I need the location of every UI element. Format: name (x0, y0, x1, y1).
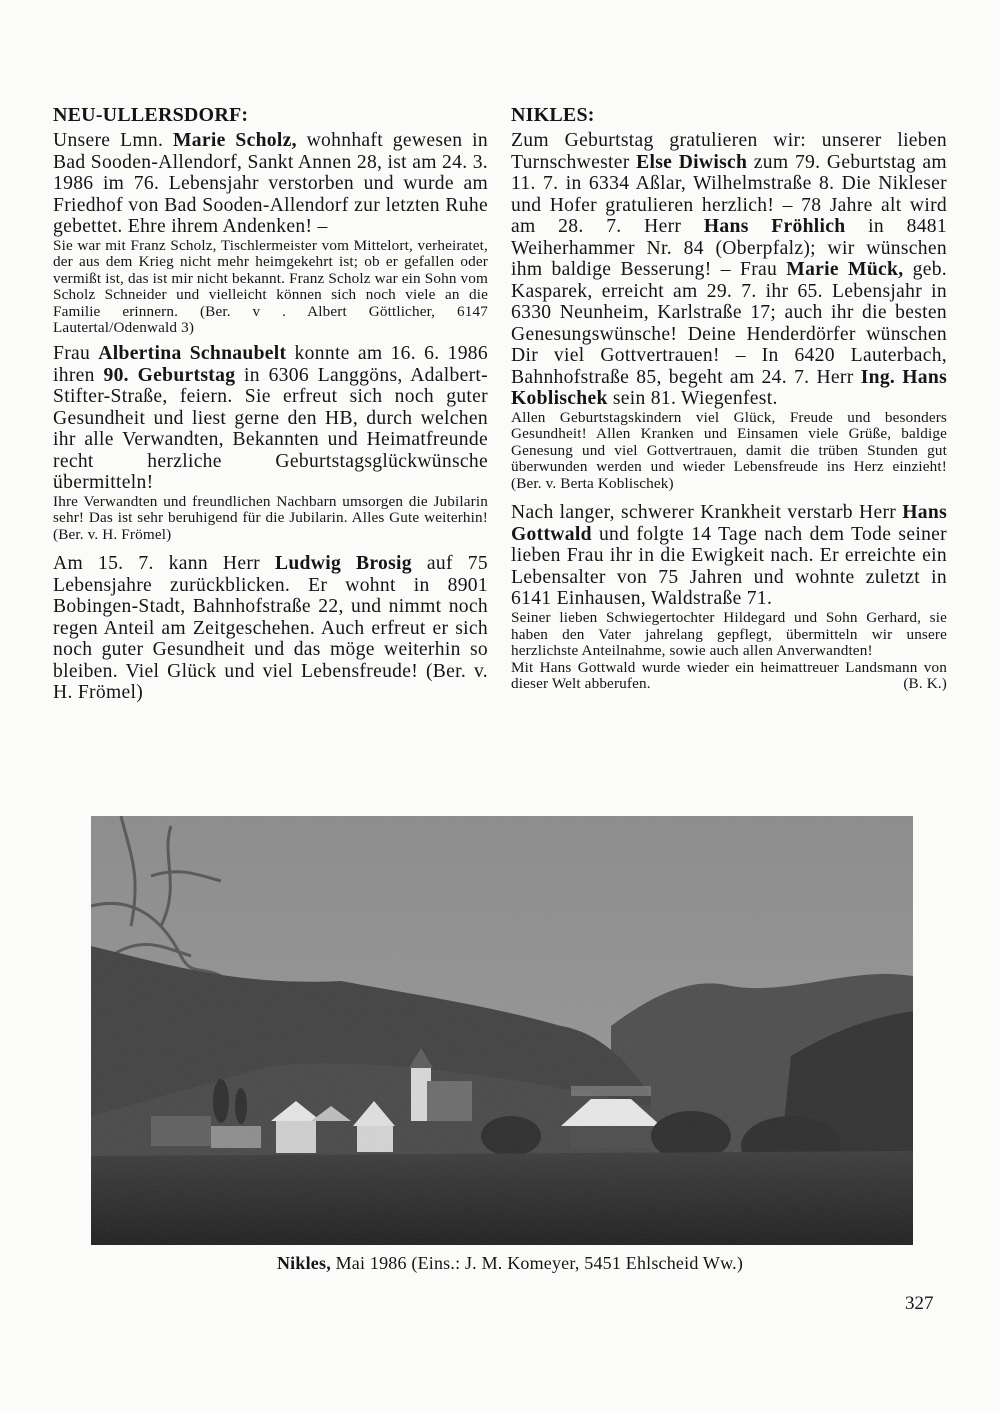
village-photo (91, 816, 913, 1245)
person-name: Hans Fröhlich (703, 216, 846, 237)
page-number: 327 (905, 1293, 934, 1314)
photo-caption: Nikles, Mai 1986 (Eins.: J. M. Komeyer, 5451 Ehlscheid Ww.) (276, 1253, 744, 1273)
right-column (511, 103, 947, 693)
article-note-gottwald-closing: Mit Hans Gottwald wurde wieder ein heimattreuer Landsmann von dieser Welt abberufen. (B. K.) (511, 658, 947, 693)
birthday-highlight: 90. Geburtstag (103, 364, 236, 386)
person-name: Marie Scholz, (172, 130, 297, 151)
article-note-koblischek: Allen Geburtstagskindern viel Glück, Freude und besonders Gesundheit! Allen Kranken und Einsamen viele Grüße, baldige Genesung und viel Gottvertrauen, damit die trüben Stunden gut überwunden werden und wieder Lebensfreude ins Herz einzieht! (Ber. v. Berta Koblischek) (511, 408, 947, 492)
caption-place: Nikles, (276, 1253, 331, 1273)
article-marie-scholz: Unsere Lmn. Marie Scholz, wohnhaft gewesen in Bad Sooden-Allendorf, Sankt Annen 28, ist am 24. 3. 1986 im 76. Lebensjahr verstorben und wurde am Friedhof von Bad Sooden-Allendorf zur letzten Ruhe gebettet. Ehre ihrem Andenken! – (53, 130, 488, 237)
section-heading-nikles: NIKLES: (511, 104, 595, 126)
left-column (53, 103, 488, 704)
person-name: Ludwig Brosig (274, 553, 412, 575)
article-note-gottwald-family: Seiner lieben Schwiegertochter Hildegard und Sohn Gerhard, sie haben den Vater jahrelang gepflegt, übermitteln wir unsere herzlichste Anteilnahme, sowie auch allen Anverwandten! (511, 608, 947, 660)
section-heading-neu-ullersdorf: NEU-ULLERSDORF: (53, 104, 249, 126)
signature: (B. K.) (903, 675, 947, 693)
landscape-photo-illustration (91, 816, 913, 1245)
person-name: Albertina Schnaubelt (98, 343, 287, 365)
article-nikles-birthdays: Zum Geburtstag gratulieren wir: unserer lieben Turnschwester Else Diwisch zum 79. Geburtstag am 11. 7. in 6334 Aßlar, Wilhelmstraße 8. Die Nikleser und Hofer gratulieren herzlich! – 78 Jahre alt wird am 28. 7. Herr Hans Fröhlich in 8481 Weiherhammer Nr. 84 (Oberpfalz); wir wünschen ihm baldige Besserung! – Frau Marie Mück, geb. Kasparek, erreicht am 29. 7. ihr 65. Lebensjahr in 6330 Neunheim, Karlstraße 17; auch ihr die besten Genesungswünsche! Deine Henderdörfer wünschen Dir viel Gottvertrauen! – In 6420 Lauterbach, Bahnhofstraße 85, begeht am 24. 7. Herr Ing. Hans Koblischek sein 81. Wiegenfest. (511, 130, 947, 409)
article-ludwig-brosig: Am 15. 7. kann Herr Ludwig Brosig auf 75 Lebensjahre zurückblicken. Er wohnt in 8901 Bobingen-Stadt, Bahnhofstraße 22, und nimmt noch regen Anteil am Zeitgeschehen. Auch erfreut er sich noch guter Gesundheit und das möge weiterhin so bleiben. Viel Glück und viel Lebensfreude! (Ber. v. H. Frömel) (53, 553, 488, 704)
person-name: Else Diwisch (636, 151, 748, 173)
article-note-schnaubelt: Ihre Verwandten und freundlichen Nachbarn umsorgen die Jubilarin sehr! Das ist sehr beruhigend für die Jubilarin. Alles Gute weiterhin! (Ber. v. H. Frömel) (53, 492, 488, 543)
article-albertina-schnaubelt: Frau Albertina Schnaubelt konnte am 16. 6. 1986 ihren 90. Geburtstag in 6306 Langgöns, Adalbert-Stifter-Straße, feiern. Sie erfreut sich noch guter Gesundheit und liest gerne den HB, durch welchen ihr alle Verwandten, Bekannten und Heimatfreunde recht herzliche Geburtstagsglückwünsche übermitteln! (53, 343, 488, 494)
person-name: Hans Gottwald (511, 502, 947, 545)
person-name: Marie Mück, (786, 259, 904, 280)
person-name: Ing. Hans Koblischek (511, 366, 947, 409)
article-note-scholz: Sie war mit Franz Scholz, Tischlermeister vom Mittelort, verheiratet, der aus dem Krieg nicht mehr heimgekehrt ist; ob er gefallen oder vermißt ist, das ist mir nicht bekannt. Franz Scholz war ein Sohn vom Scholz Schneider und vielleicht können sich noch viele an die Familie erinnern. (Ber. v . Albert Göttlicher, 6147 Lautertal/Odenwald 3) (53, 236, 488, 337)
article-hans-gottwald: Nach langer, schwerer Krankheit verstarb Herr Hans Gottwald und folgte 14 Tage nach dem Tode seiner lieben Frau ihr in die Ewigkeit nach. Er erreichte ein Lebensalter von 75 Jahren und wohnte zuletzt in 6141 Einhausen, Waldstraße 71. (511, 502, 947, 610)
